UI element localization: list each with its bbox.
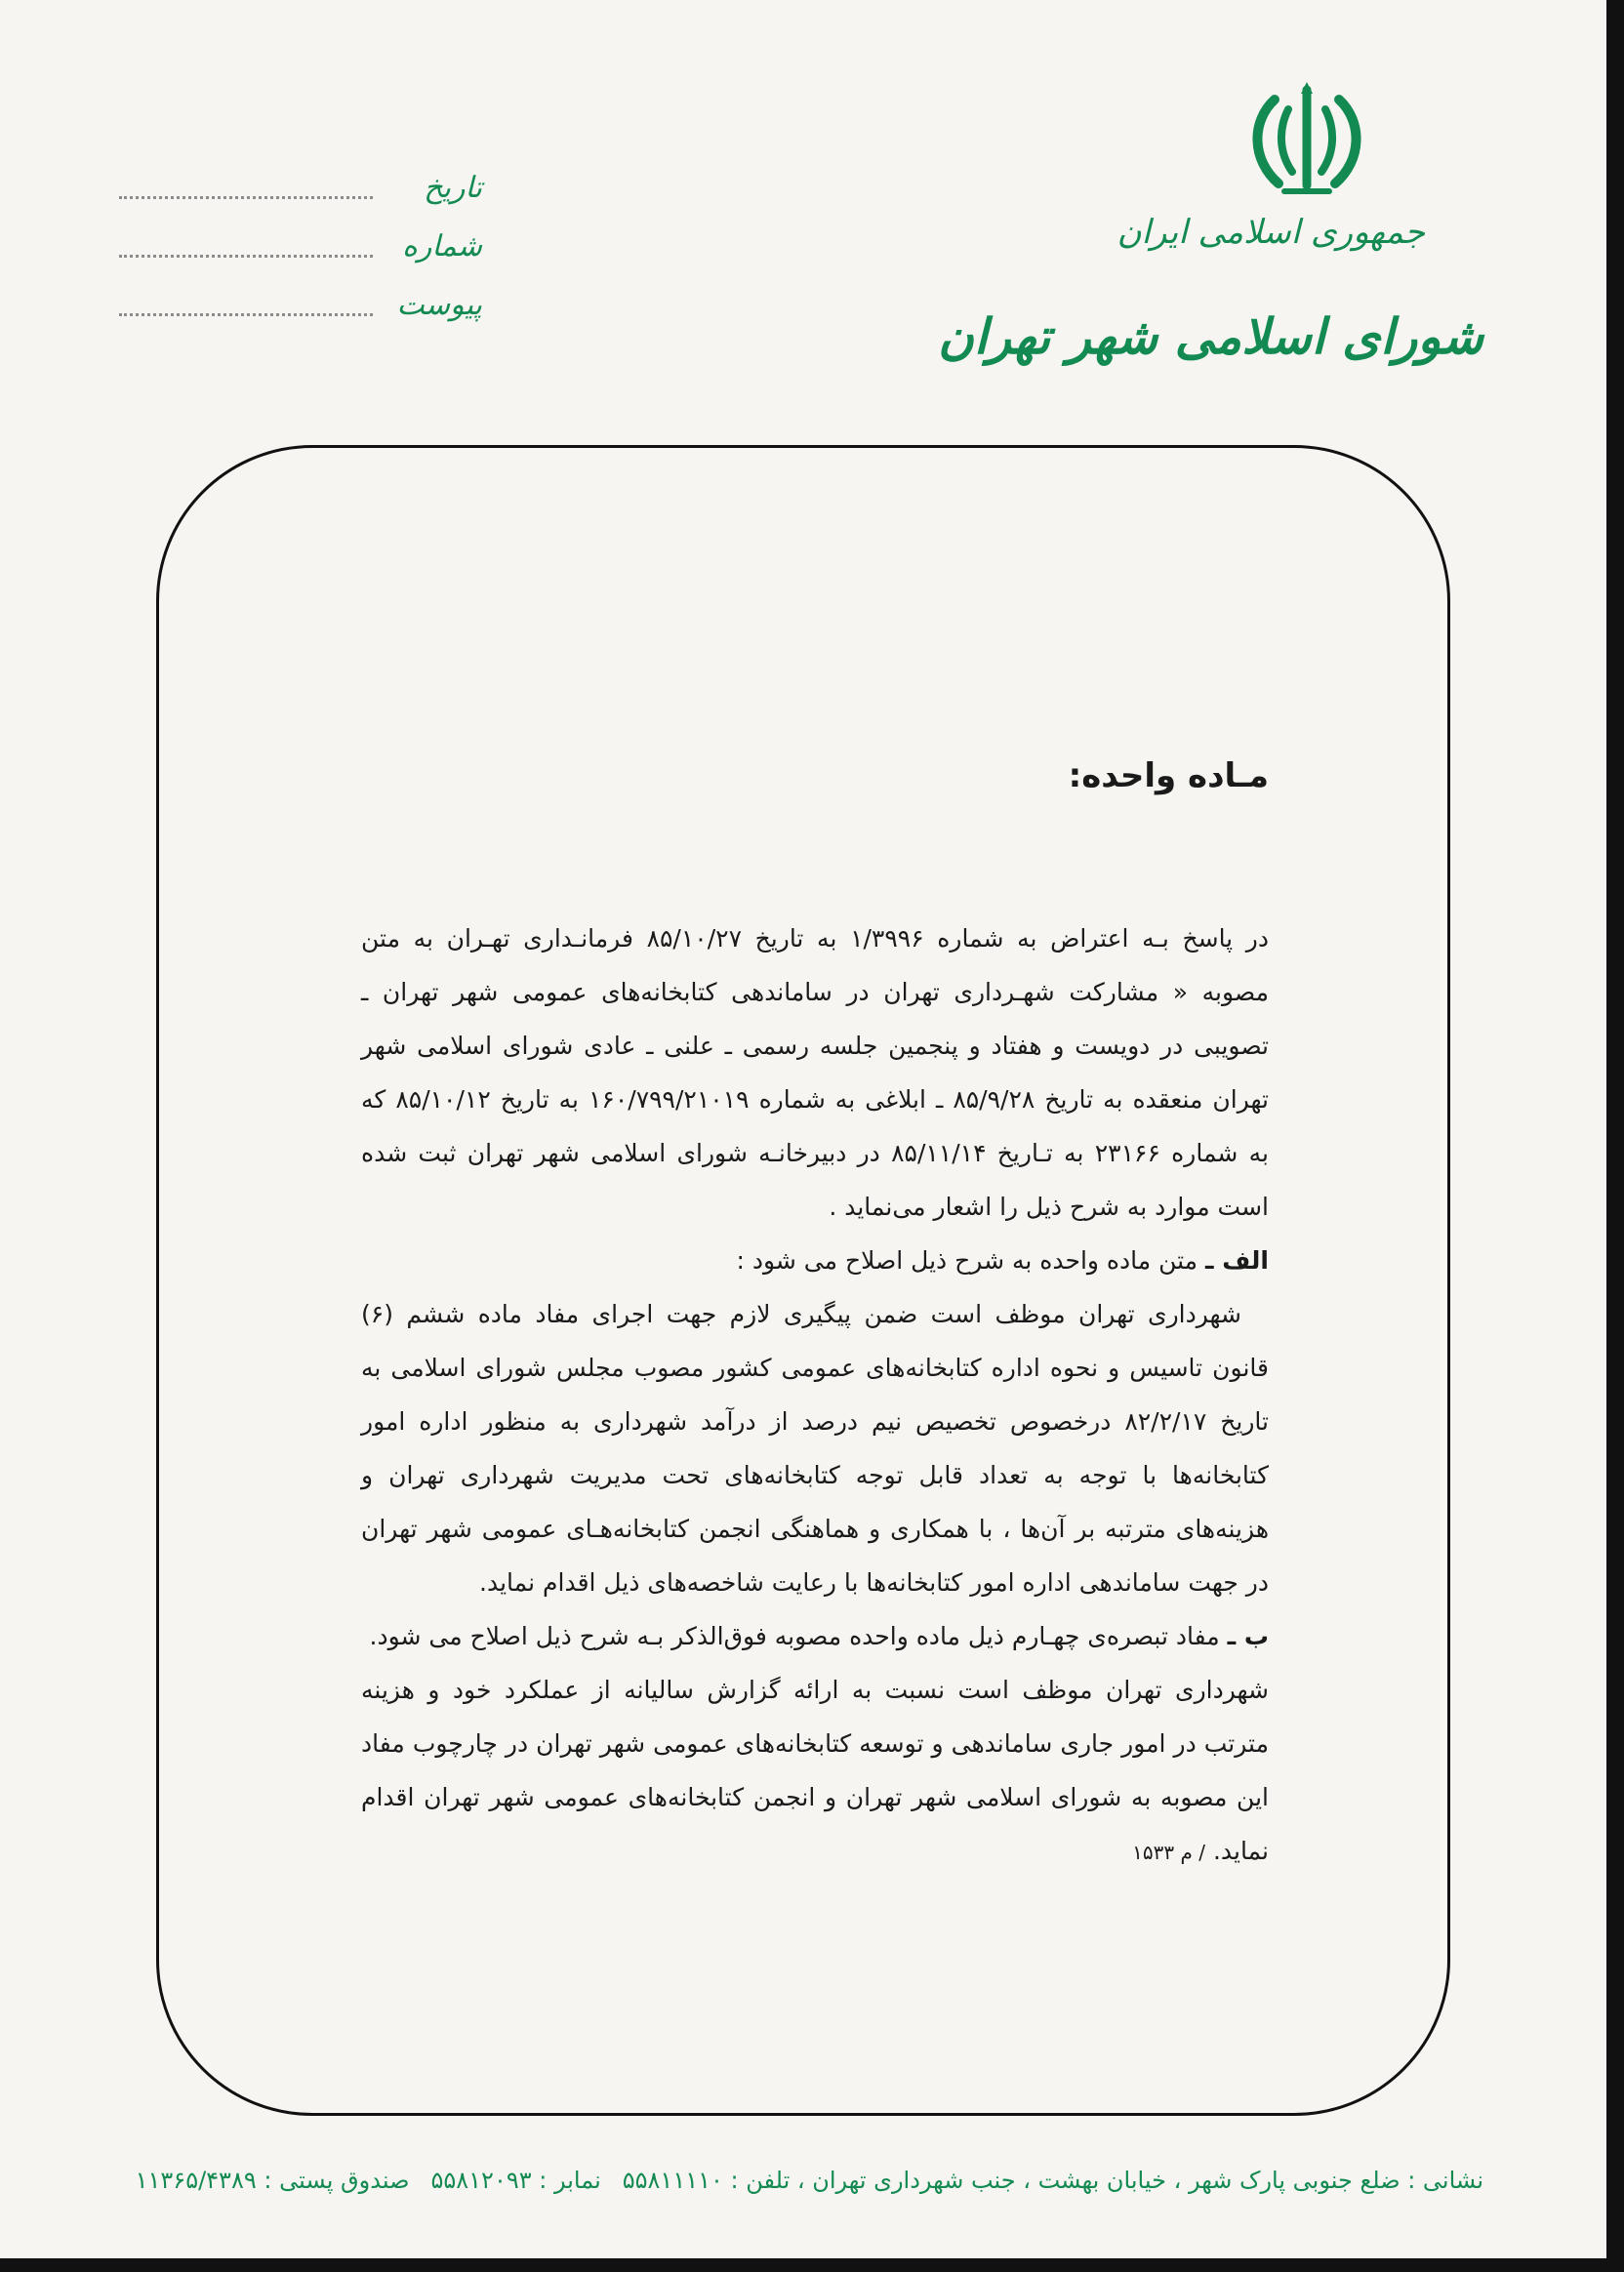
footer-fax: نمابر : ۵۵۸۱۲۰۹۳: [430, 2167, 601, 2194]
clause-be: [361, 1609, 1269, 1663]
reference-code: / م ۱۵۳۳: [1132, 1841, 1205, 1864]
clause-be-body: [361, 1663, 1269, 1880]
scan-edge-bottom: [0, 2258, 1624, 2272]
clause-be-text: مفاد تبصره‌ی چهـارم ذیل ماده واحده مصوبه فوق‌الذکر بـه شرح ذیل اصلاح می شود.: [369, 1622, 1220, 1650]
country-name: جمهوری اسلامی ایران: [1116, 213, 1425, 252]
clause-be-marker: ب ـ: [1227, 1622, 1269, 1650]
footer-contact: [127, 2151, 1483, 2210]
clause-alef-text: متن ماده واحده به شرح ذیل اصلاح می شود :: [736, 1246, 1198, 1275]
number-label: شماره: [402, 229, 482, 264]
resolution-body: [361, 742, 1269, 1903]
clause-alef-marker: الف ـ: [1205, 1246, 1269, 1275]
scan-edge-right: [1606, 0, 1624, 2272]
iran-emblem-icon: [1245, 82, 1368, 197]
number-dotted-line: [119, 255, 373, 258]
attachment-dotted-line: [119, 313, 373, 316]
number-field: [119, 223, 482, 271]
attachment-label: پیوست: [396, 288, 482, 322]
intro-paragraph: در پاسخ بـه اعتراض به شماره ۱/۳۹۹۶ به تاریخ ۸۵/۱۰/۲۷ فرمانـداری تهـران به متن مصوبه « مشارکت شهـرداری تهران در ساماندهی کتابخانه‌های عمومی شهر تهران ـ تصویبی در دویست و هفتاد و پنجمین جلسه رسمی ـ علنی ـ عادی شورای اسلامی شهر تهران منعقده به تاریخ ۸۵/۹/۲۸ ـ ابلاغی به شماره ۱۶۰/۷۹۹/۲۱۰۱۹ به تاریخ ۸۵/۱۰/۱۲ که به شماره ۲۳۱۶۶ به تـاریخ ۸۵/۱۱/۱۴ در دبیرخانـه شورای اسلامی شهر تهران ثبت شده است موارد به شرح ذیل را اشعار می‌نماید .: [361, 924, 1269, 1221]
clause-be-body-text: شهرداری تهران موظف است نسبت به ارائه گزارش سالیانه از عملکرد خود و هزینه مترتب در امور جاری ساماندهی و توسعه کتابخانه‌های عمومی شهر تهران در چارچوب مفاد این مصوبه به شورای اسلامی شهر تهران و انجمن کتابخانه‌های عمومی شهر تهران اقدام نماید.: [361, 1676, 1269, 1865]
clause-alef: [361, 1234, 1269, 1287]
date-dotted-line: [119, 196, 373, 199]
council-name: شورای اسلامی شهر تهران: [938, 307, 1483, 365]
date-label: تاریخ: [424, 171, 482, 205]
attachment-field: [119, 281, 482, 330]
clause-alef-body: شهرداری تهران موظف است ضمن پیگیری لازم جهت اجرای مفاد ماده ششم (۶) قانون تاسیس و نحوه اداره کتابخانه‌های عمومی کشور مصوب مجلس شورای اسلامی به تاریخ ۸۲/۲/۱۷ درخصوص تخصیص نیم درصد از درآمد شهرداری به منظور اداره امور کتابخانه‌ها با توجه به تعداد قابل توجه کتابخانه‌های تحت مدیریت شهرداری تهران و هزینه‌های مترتبه بر آن‌ها ، با همکاری و هماهنگی انجمن کتابخانه‌هـای عمومی شهر تهران در جهت ساماندهی اداره امور کتابخانه‌ها با رعایت شاخصه‌های ذیل اقدام نماید.: [361, 1300, 1269, 1597]
footer-address: نشانی : ضلع جنوبی پارک شهر ، خیابان بهشت ، جنب شهرداری تهران ، تلفن : ۵۵۸۱۱۱۱۰: [622, 2167, 1483, 2194]
date-field: [119, 164, 482, 213]
footer-postal-box: صندوق پستی : ۱۱۳۶۵/۴۳۸۹: [135, 2167, 410, 2194]
article-title: مـاده واحده:: [1068, 756, 1269, 795]
